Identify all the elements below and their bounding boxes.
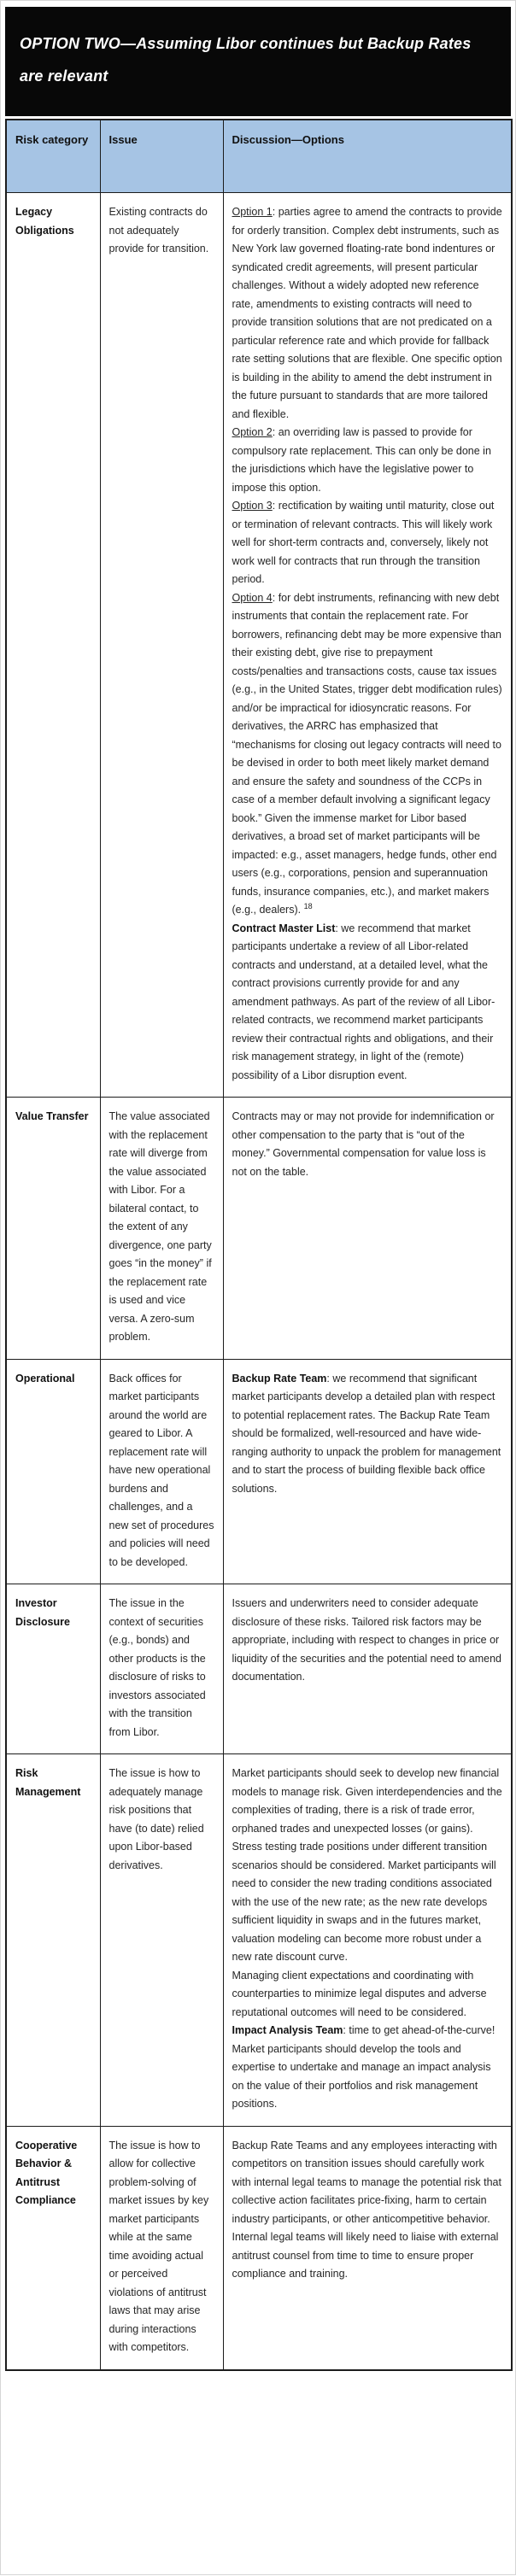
discussion-paragraph: Backup Rate Teams and any employees interacting with competitors on transition issues should carefully work with internal legal teams to manage the potential risk that collective action facilitates price-fixing, harm to certain industry participants, or other anticompetitive behavior. Internal legal teams will likely need to liaise with external antitrust counsel from time to time to ensure proper compliance and training. [232, 2139, 501, 2280]
table-title: OPTION TWO—Assuming Libor continues but Backup Rates are relevant [20, 35, 472, 85]
discussion-paragraph: Market participants should seek to develop new financial models to manage risk. Given interdependencies and the complexities of trading, there is a risk of trade error, orphaned trades and unexpected losses (or gains). Stress testing trade positions under different transition scenarios should be considered. Market participants will need to consider the new trading conditions associated with the use of the new rate; as the new rate develops sufficient liquidity in swaps and in the futures market, valuation modeling can become more robust under a new rate discount curve. [232, 1767, 502, 1963]
table-header-row [6, 120, 512, 193]
table-row [6, 1754, 512, 2127]
discussion-label: Option 1 [232, 206, 273, 218]
discussion-paragraph: Impact Analysis Team: time to get ahead-of-the-curve! Market participants should develop the tools and expertise to undertake and manage an impact analysis on the value of their portfolios and risk management positions. [232, 2024, 495, 2110]
risk-options-table [5, 119, 513, 2371]
discussion-label: Backup Rate Team [232, 1372, 327, 1385]
table-row [6, 1098, 512, 1360]
discussion-label: Impact Analysis Team [232, 2024, 343, 2036]
discussion-paragraph: Backup Rate Team: we recommend that significant market participants develop a detailed plan with respect to potential replacement rates. The Backup Rate Team should be formalized, well-resourced and have wide-ranging authority to unpack the problem for management and to start the process of building flexible back office solutions. [232, 1372, 501, 1495]
column-header-issue: Issue [100, 120, 223, 193]
issue-cell: The value associated with the replacement rate will diverge from the value associated with Libor. For a bilateral contact, to the extent of any divergence, one party goes “in the money” if the replacement rate is used and vice versa. A zero-sum problem. [100, 1098, 223, 1360]
discussion-paragraph: Contracts may or may not provide for indemnification or other compensation to the party that is “out of the money.” Governmental compensation for value loss is not on the table. [232, 1110, 495, 1178]
risk-category-cell: Investor Disclosure [6, 1584, 100, 1754]
issue-cell: Back offices for market participants around the world are geared to Libor. A replacement rate will have new operational burdens and challenges, and a new set of procedures and policies will need to be developed. [100, 1359, 223, 1584]
discussion-options-cell [223, 1584, 512, 1754]
risk-category-cell: Risk Management [6, 1754, 100, 2127]
discussion-paragraph: Option 3: rectification by waiting until maturity, close out or termination of relevant contracts. This will likely work well for short-term contracts and, conversely, likely not work well for contracts that run through the transition period. [232, 500, 495, 585]
discussion-options-cell [223, 1359, 512, 1584]
discussion-paragraph: Option 1: parties agree to amend the contracts to provide for orderly transition. Complex debt instruments, such as New York law governed floating-rate bond indentures or syndicated credit agreements, will present particular challenges. Without a widely adopted new reference rate, amendments to existing contracts will need to provide transition solutions that are not predicated on a particular reference rate and which provide for fallback rate setting solutions that are flexible. One specific option is building in the ability to amend the debt instrument in the future pursuant to standards that are more tailored and flexible. [232, 206, 502, 420]
issue-cell: The issue is how to adequately manage risk positions that have (to date) relied upon Libor-based derivatives. [100, 1754, 223, 2127]
discussion-paragraph: Option 2: an overriding law is passed to provide for compulsory rate replacement. This can only be done in the jurisdictions which have the legislative power to impose this option. [232, 426, 491, 494]
discussion-paragraph: Issuers and underwriters need to consider adequate disclosure of these risks. Tailored risk factors may be appropriate, including with respect to changes in price or liquidity of the securities and the potential need to amend documentation. [232, 1597, 501, 1683]
discussion-label: Option 3 [232, 500, 273, 512]
issue-cell: Existing contracts do not adequately provide for transition. [100, 193, 223, 1098]
footnote-reference: 18 [303, 901, 313, 910]
discussion-options-cell [223, 2126, 512, 2370]
table-body [6, 193, 512, 2370]
table-row [6, 193, 512, 1098]
table-row [6, 1359, 512, 1584]
risk-category-cell: Cooperative Behavior & Antitrust Compliance [6, 2126, 100, 2370]
document-page [1, 1, 516, 2576]
risk-category-cell: Operational [6, 1359, 100, 1584]
discussion-label: Contract Master List [232, 922, 336, 934]
table-row [6, 2126, 512, 2370]
column-header-discussion-options: Discussion—Options [223, 120, 512, 193]
discussion-options-cell [223, 193, 512, 1098]
discussion-options-cell [223, 1754, 512, 2127]
discussion-paragraph: Option 4: for debt instruments, refinancing with new debt instruments that contain the replacement rate. For borrowers, refinancing debt may be more expensive than their existing debt, give rise to prepayment costs/penalties and transactions costs, cause tax issues (e.g., in the United States, trigger debt modification rules) and/or be impractical for idiosyncratic reasons. For derivatives, the ARRC has emphasized that “mechanisms for closing out legacy contracts will need to be devised in order to both meet likely market demand and ensure the safety and soundness of the CCPs in case of a member default involving a significant legacy book.” Given the immense market for Libor based derivatives, a broad set of market participants will be impacted: e.g., asset managers, hedge funds, other end users (e.g., corporations, pension and superannuation funds, insurance companies, etc.), and market makers (e.g., dealers). $^{18}$ [232, 591, 502, 916]
discussion-paragraph: Contract Master List: we recommend that market participants undertake a review of all Libor-related contracts and understand, at a detailed level, what the contract provisions currently provide for and any amendment pathways. As part of the review of all Libor-related contracts, we recommend market participants review their contractual rights and obligations, and their risk management strategy, in light of the (remote) possibility of a Libor disruption event. [232, 922, 495, 1081]
discussion-paragraph: Managing client expectations and coordinating with counterparties to minimize legal disputes and adverse reputational outcomes will need to be considered. [232, 1969, 487, 2018]
table-row [6, 1584, 512, 1754]
issue-cell: The issue in the context of securities (e.g., bonds) and other products is the disclosure of risks to investors associated with the transition from Libor. [100, 1584, 223, 1754]
risk-category-cell: Legacy Obligations [6, 193, 100, 1098]
discussion-label: Option 2 [232, 426, 273, 438]
discussion-options-cell [223, 1098, 512, 1360]
table-title-banner [5, 7, 511, 116]
column-header-risk-category: Risk category [6, 120, 100, 193]
discussion-label: Option 4 [232, 591, 273, 604]
risk-category-cell: Value Transfer [6, 1098, 100, 1360]
issue-cell: The issue is how to allow for collective problem-solving of market issues by key market participants while at the same time avoiding actual or perceived violations of antitrust laws that may arise during interactions with competitors. [100, 2126, 223, 2370]
